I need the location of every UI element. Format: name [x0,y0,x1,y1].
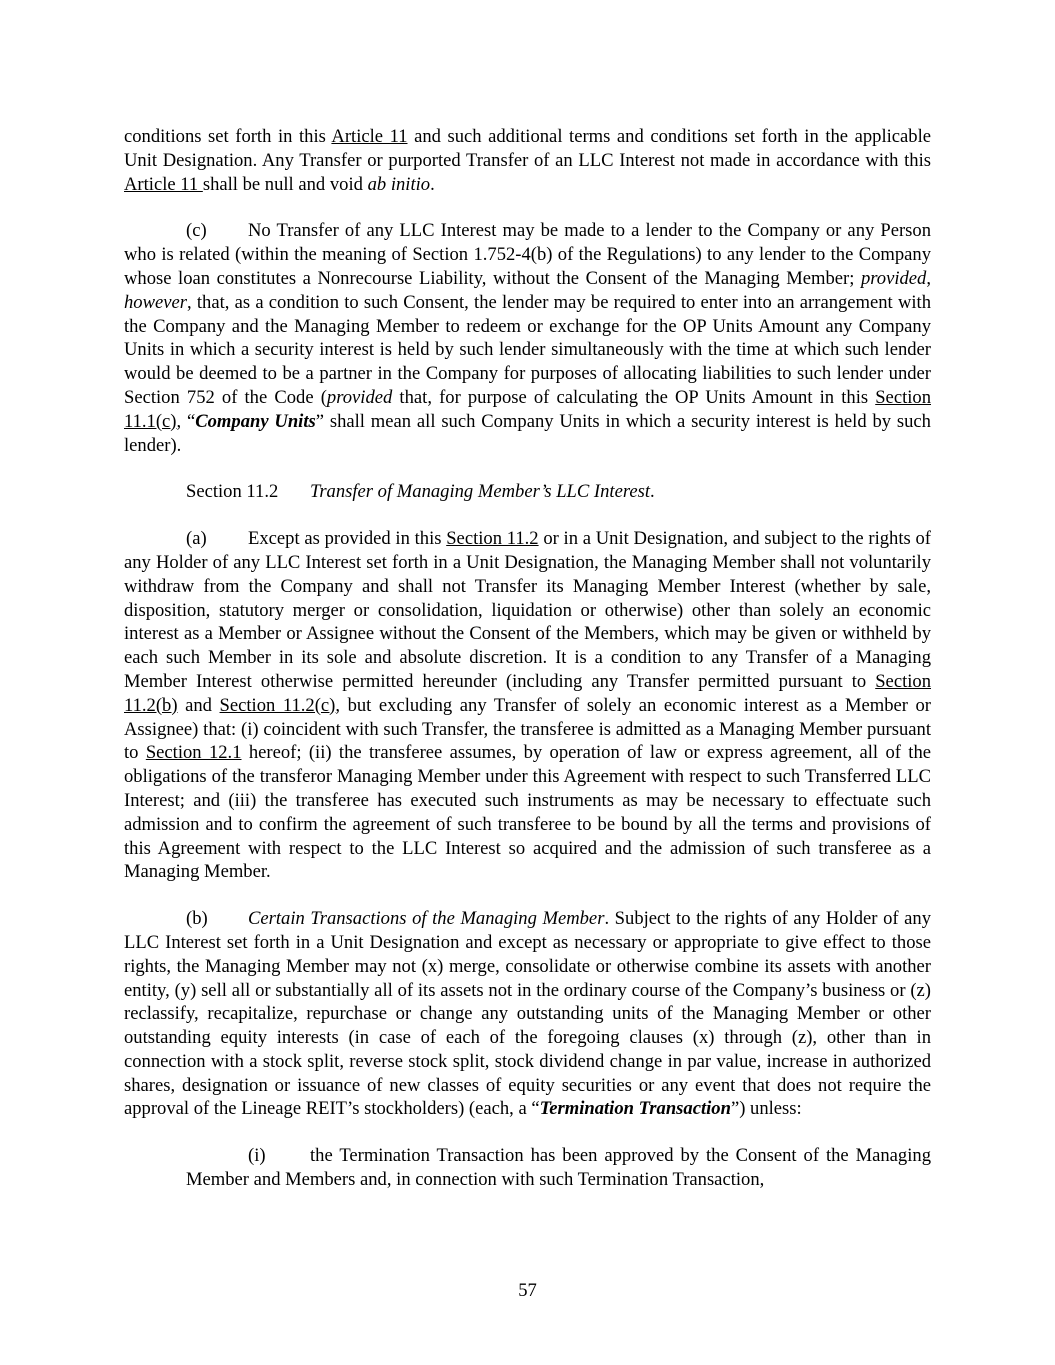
text: hereof; (ii) the transferee assumes, by operation of law or express agreement, all of the obligations of the transferor Managing Member under this Agreement with respect to such Transferred LLC Interest; and (iii) the transferee has executed such instruments as may be necessary to effectuate such admission and to confirm the agreement of such transferee to be bound by all the terms and provisions of this Agreement with respect to the LLC Interest so acquired and the admission of such transferee as a Managing Member. [124,742,931,883]
text: that, for purpose of calculating the OP Units Amount in this [392,386,876,408]
text: . [650,481,655,503]
text: ” shall mean all such Company Units in which a security interest is held by such lender). [124,410,931,456]
paragraph-label: (i) [248,1145,266,1167]
subparagraph-i [186,1144,931,1192]
text: , [926,267,931,289]
paragraph-a [124,527,931,884]
cross-reference-section-11-2: Section 11.2 [446,528,539,550]
text: , “ [176,410,196,432]
section-title: Transfer of Managing Member’s LLC Interest [310,481,651,503]
italic-term: however [124,291,187,313]
cross-reference-article-11: Article 11 [331,126,408,147]
paragraph-title: Certain Transactions of the Managing Member [248,908,605,930]
text: No Transfer of any LLC Interest may be made to a lender to the Company or any Person who is related (within the meaning of Section 1.752-4(b) of the Regulations) to any lender to the Company whose loan constitutes a Nonrecourse Liability, without the Consent of the Managing Member; [124,220,931,289]
defined-term-termination-transaction: Termination Transaction [539,1098,731,1120]
paragraph-label: (a) [186,528,207,550]
section-number: Section 11.2 [186,481,279,503]
text: Except as provided in this [248,528,447,550]
section-heading [186,480,931,504]
defined-term-company-units: Company Units [195,410,316,432]
text: or in a Unit Designation, and subject to the rights of any Holder of any LLC Interest set forth in a Unit Designation, the Managing Member shall not voluntarily withdraw from the Company and shall not Transfer its Managing Member Interest (whether by sale, disposition, statutory merger or consolidation, liquidation or otherwise) other than solely an economic interest as a Member or Assignee without the Consent of the Members, which may be given or withheld by each such Member in its sole and absolute discretion. It is a condition to any Transfer of a Managing Member Interest otherwise permitted hereunder (including any Transfer permitted pursuant to [124,528,931,692]
paragraph-b [124,907,931,1121]
text: and such additional terms and conditions set forth in the applicable Unit Designation. Any Transfer or purported Transfer of an LLC Interest not made in accordance with this [124,126,932,171]
paragraph-continuation [124,125,931,196]
cross-reference-article-11: Article 11 [124,173,203,195]
text: , but excluding any Transfer of solely an economic interest as a Member or Assignee) that: (i) coincident with such Transfer, the transferee is admitted as a Managing Member pursuant to [124,694,931,764]
document-page [124,125,931,1215]
text: and [177,694,220,716]
italic-term: provided [326,386,393,408]
paragraph-label: (c) [186,220,207,242]
cross-reference-section-11-2-c: Section 11.2(c) [219,694,336,716]
text: shall be null and void [202,173,368,195]
cross-reference-section-11-1-c: Section 11.1(c) [124,386,931,432]
text: the Termination Transaction has been approved by the Consent of the Managing Member and Members and, in connection with such Termination Transaction, [186,1145,931,1191]
paragraph-label: (b) [186,908,208,930]
italic-term: ab initio [367,173,431,195]
text: conditions set forth in this [124,126,332,147]
paragraph-c [124,219,931,457]
text: , that, as a condition to such Consent, the lender may be required to enter into an arrangement with the Company and the Managing Member to redeem or exchange for the OP Units Amount any Company Units in which a security interest is held by such lender simultaneously with the time at which such lender would be deemed to be a partner in the Company for purposes of allocating liabilities to such lender under Section 752 of the Code ( [124,291,931,408]
page-number: 57 [518,1280,537,1301]
italic-term: provided [860,267,927,289]
text: ”) unless: [730,1098,802,1120]
cross-reference-section-11-2-b: Section 11.2(b) [124,670,931,716]
text: . [430,173,435,195]
text: . Subject to the rights of any Holder of any LLC Interest set forth in a Unit Designation and except as necessary or appropriate to give effect to those rights, the Managing Member may not (x) merge, consolidate or otherwise combine its assets with another entity, (y) sell all or substantially all of its assets not in the ordinary course of the Company’s business or (z) reclassify, recapitalize, repurchase or change any outstanding units of the Managing Member or other outstanding equity interests (in case of each of the foregoing clauses (x) through (z), other than in connection with a stock split, reverse stock split, stock dividend change in par value, increase in authorized shares, designation or issuance of new classes of equity securities or any event that does not require the approval of the Lineage REIT’s stockholders) (each, a “ [124,908,931,1120]
cross-reference-section-12-1: Section 12.1 [145,742,242,764]
